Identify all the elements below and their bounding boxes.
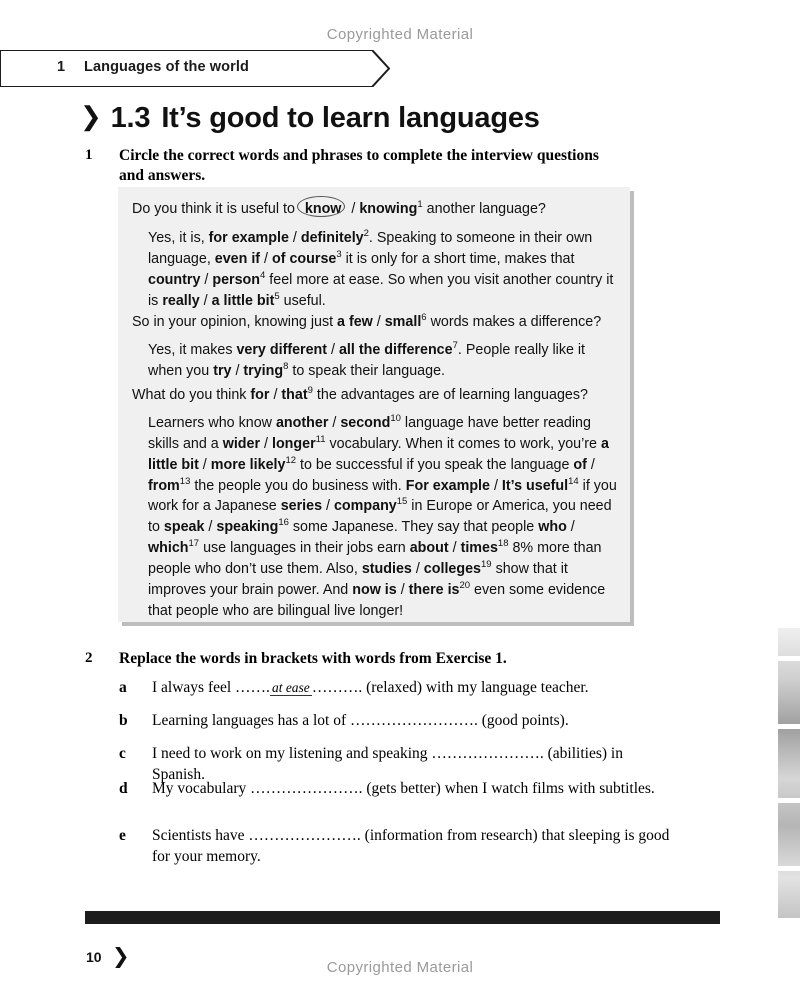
choice-option[interactable]: wider xyxy=(222,435,261,452)
footnote-marker: 4 xyxy=(260,269,266,281)
choice-option[interactable]: It’s useful xyxy=(501,477,569,494)
footnote-marker: 17 xyxy=(188,538,200,550)
choice-option[interactable]: there is xyxy=(408,581,460,598)
body-text: . People really like it when you xyxy=(148,342,586,379)
body-text: another language? xyxy=(422,201,546,217)
body-text: / xyxy=(372,314,385,330)
choice-option[interactable]: speaking xyxy=(216,519,279,536)
choice-option[interactable]: longer xyxy=(271,435,316,452)
choice-option[interactable]: country xyxy=(148,271,201,288)
footnote-marker: 15 xyxy=(396,496,408,508)
footnote-marker: 12 xyxy=(285,454,297,466)
chevron-right-icon: ❯ xyxy=(80,101,102,131)
chapter-tab-label: Languages of the world xyxy=(84,59,249,75)
footnote-marker: 16 xyxy=(278,517,289,529)
choice-option[interactable]: For example xyxy=(405,477,490,494)
choice-option[interactable]: about xyxy=(409,540,449,557)
body-text: use languages in their jobs earn xyxy=(199,540,410,557)
interview-answer xyxy=(148,228,622,311)
body-text: to be successful if you speak the language xyxy=(296,456,574,473)
footnote-marker: 10 xyxy=(390,413,401,425)
body-text: / xyxy=(328,415,341,431)
choice-option[interactable]: definitely xyxy=(300,230,364,246)
item-text: I need to work on my listening and speaking …………………. (abilities) in Spanish. xyxy=(152,745,623,783)
footnote-marker: 8 xyxy=(283,361,289,373)
interview-answer xyxy=(148,413,622,622)
copyright-notice-bottom: Copyrighted Material xyxy=(326,959,474,976)
body-text: / xyxy=(566,519,575,536)
choice-option[interactable]: a few xyxy=(337,314,373,330)
body-text: 8% more than people who don’t use them. Also, xyxy=(148,540,602,578)
body-text: / xyxy=(204,519,217,536)
chapter-tab-number: 1 xyxy=(57,59,66,75)
body-text: / xyxy=(327,342,339,358)
body-text: / xyxy=(231,362,244,379)
choice-option[interactable]: of course xyxy=(272,250,337,267)
interview-question xyxy=(132,385,622,406)
exercise-2-number: 2 xyxy=(85,650,93,666)
unit-number: 1.3 xyxy=(110,102,151,134)
body-text: feel more at ease. So when you visit another country it is xyxy=(148,271,614,309)
footnote-marker: 11 xyxy=(315,434,326,446)
choice-option[interactable]: even if xyxy=(214,250,261,267)
body-text: it is only for a short time, makes that xyxy=(341,250,575,267)
item-text: My vocabulary …………………. (gets better) when I watch films with subtitles. xyxy=(152,780,655,797)
choice-option[interactable]: a little bit xyxy=(148,435,609,473)
copyright-notice-top: Copyrighted Material xyxy=(326,26,474,43)
item-letter: c xyxy=(119,745,126,762)
footnote-marker: 7 xyxy=(452,340,458,352)
footer-rule xyxy=(85,911,720,924)
choice-option[interactable]: studies xyxy=(361,561,412,578)
choice-option[interactable]: company xyxy=(333,498,397,515)
footnote-marker: 18 xyxy=(497,538,509,550)
choice-option[interactable]: from xyxy=(148,477,180,494)
body-text: So in your opinion, knowing just xyxy=(132,314,338,330)
item-letter: d xyxy=(119,780,128,797)
footnote-marker: 2 xyxy=(363,228,369,240)
footnote-marker: 20 xyxy=(459,580,471,592)
body-text: the advantages are of learning languages? xyxy=(312,387,588,403)
footnote-marker: 19 xyxy=(481,559,492,571)
body-text: / xyxy=(396,581,409,598)
body-text: some Japanese. They say that people xyxy=(288,519,539,536)
choice-option[interactable]: another xyxy=(275,415,329,431)
choice-option[interactable]: second xyxy=(340,415,391,431)
chevron-right-icon: ❯ xyxy=(112,945,130,968)
body-text: even some evidence that people who are bilingual live longer! xyxy=(148,581,606,619)
item-letter: b xyxy=(119,712,128,729)
exercise-2-rubric: Replace the words in brackets with words from Exercise 1. xyxy=(119,650,507,667)
choice-option[interactable]: trying xyxy=(243,362,284,379)
exercise-1-number: 1 xyxy=(85,147,93,163)
interview-panel xyxy=(118,187,630,622)
interview-answer xyxy=(148,340,622,382)
item-letter: e xyxy=(119,827,126,844)
body-text: / xyxy=(489,477,502,494)
footnote-marker: 1 xyxy=(417,199,423,211)
item-text: Scientists have …………………. (information from research) that sleeping is good for your memory. xyxy=(152,827,670,865)
footnote-marker: 6 xyxy=(421,312,427,324)
handwritten-answer: at ease xyxy=(271,680,310,695)
body-text: in Europe or America, you need to xyxy=(148,498,612,536)
choice-option[interactable]: colleges xyxy=(423,561,482,578)
footnote-marker: 14 xyxy=(568,475,579,487)
choice-option[interactable]: small xyxy=(384,314,422,330)
body-text: What do you think xyxy=(132,387,251,403)
exercise-1-rubric: Circle the correct words and phrases to complete the interview questions and answers. xyxy=(119,147,599,184)
body-text: / xyxy=(260,435,272,452)
body-text: show that it improves your brain power. And xyxy=(148,561,568,598)
body-text: / xyxy=(448,540,461,557)
body-text: Learners who know xyxy=(148,415,276,431)
choice-option[interactable]: for xyxy=(250,387,270,403)
body-text: / xyxy=(288,230,301,246)
choice-option[interactable]: try xyxy=(213,362,232,379)
body-text: words makes a difference? xyxy=(426,314,602,330)
choice-option[interactable]: very different xyxy=(236,342,328,358)
body-text: / xyxy=(322,498,334,515)
interview-question xyxy=(132,199,622,220)
page-title xyxy=(80,102,540,135)
choice-option[interactable]: really xyxy=(162,292,200,309)
circled-answer[interactable]: know xyxy=(299,199,348,220)
item-text xyxy=(152,678,672,699)
body-text: the people you do business with. xyxy=(190,477,406,494)
choice-option[interactable]: that xyxy=(281,387,308,403)
body-text: / xyxy=(199,292,212,309)
body-text: Yes, it makes xyxy=(148,342,237,358)
body-text: / xyxy=(269,387,282,403)
body-text: useful. xyxy=(279,292,326,309)
item-text-before: I always feel ……. xyxy=(152,679,270,696)
footnote-marker: 5 xyxy=(274,290,280,302)
body-text: / xyxy=(586,456,595,473)
choice-option[interactable]: of xyxy=(573,456,587,473)
body-text: / xyxy=(411,561,424,578)
choice-option[interactable]: speak xyxy=(163,519,205,536)
choice-option[interactable]: now is xyxy=(352,581,397,598)
body-text: if you work for a Japanese xyxy=(148,477,617,515)
choice-option[interactable]: person xyxy=(212,271,261,288)
item-text: Learning languages has a lot of ……………………. (good points). xyxy=(152,712,569,729)
body-text: / xyxy=(198,456,211,473)
footnote-marker: 9 xyxy=(307,385,313,397)
body-text: / xyxy=(347,201,360,217)
body-text: language have better reading skills and a xyxy=(148,415,591,452)
body-text: Yes, it is, xyxy=(148,230,209,246)
choice-option[interactable]: all the difference xyxy=(338,342,453,358)
choice-option[interactable]: times xyxy=(460,540,498,557)
choice-option[interactable]: for example xyxy=(208,230,289,246)
item-letter: a xyxy=(119,679,127,696)
chapter-tab xyxy=(0,50,390,87)
footnote-marker: 3 xyxy=(336,249,342,261)
body-text: Do you think it is useful to xyxy=(132,201,299,217)
body-text: / xyxy=(260,250,272,267)
item-text-after: ………. (relaxed) with my language teacher. xyxy=(311,679,589,696)
choice-option[interactable]: who xyxy=(538,519,567,536)
choice-option[interactable]: a little bit xyxy=(211,292,275,309)
choice-option[interactable]: series xyxy=(280,498,323,515)
body-text: to speak their language. xyxy=(288,362,445,379)
decorative-edge-image xyxy=(778,628,800,918)
body-text: vocabulary. When it comes to work, you’re xyxy=(325,435,601,452)
footnote-marker: 13 xyxy=(179,475,191,487)
unit-title-text: It’s good to learn languages xyxy=(161,102,540,134)
choice-option[interactable]: knowing xyxy=(359,201,418,217)
page-number: 10 xyxy=(86,949,102,965)
choice-option[interactable]: more likely xyxy=(210,456,286,473)
interview-question xyxy=(132,312,622,333)
body-text: / xyxy=(200,271,213,288)
body-text: . Speaking to someone in their own language, xyxy=(148,230,593,267)
choice-option[interactable]: which xyxy=(148,540,189,557)
